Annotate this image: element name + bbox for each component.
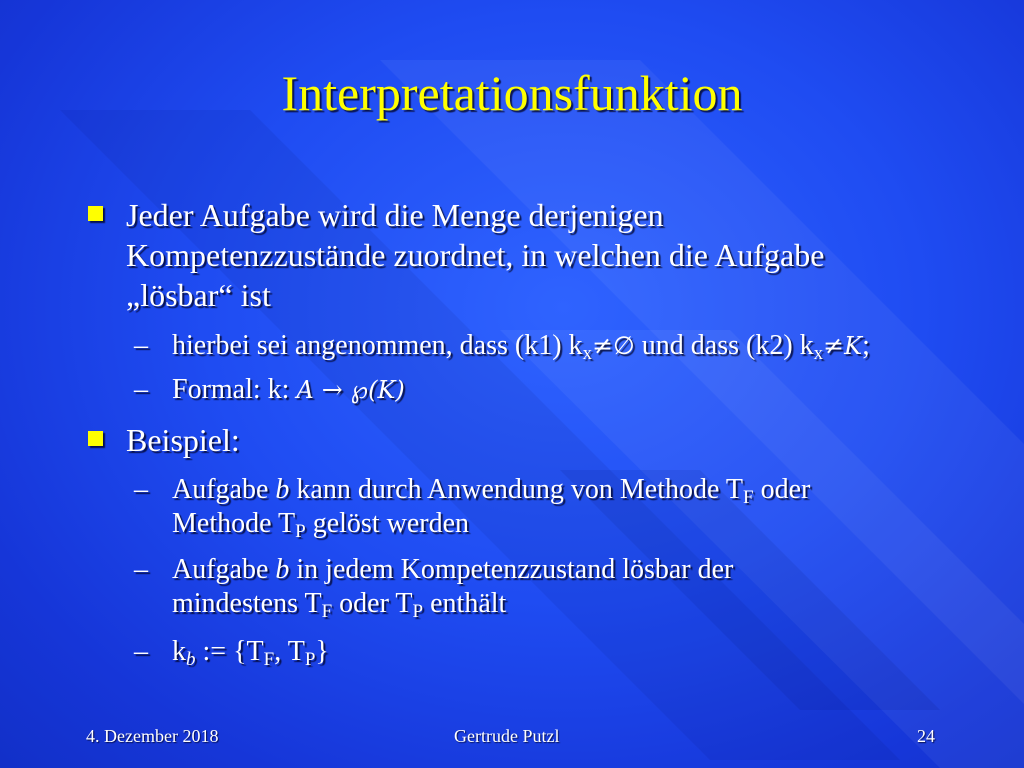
sub-bullet-text: Formal: k: A → ℘(K) xyxy=(172,374,405,405)
sub-bullet-example-2 xyxy=(134,553,1014,621)
bullet-text-line: Jeder Aufgabe wird die Menge derjenigen xyxy=(126,197,664,233)
square-bullet-icon xyxy=(88,206,103,221)
dash-bullet-icon: – xyxy=(134,330,148,361)
bullet-definition xyxy=(88,195,1008,315)
footer-date: 4. Dezember 2018 xyxy=(86,726,219,746)
sub-bullet-example-1 xyxy=(134,473,1014,541)
bullet-example xyxy=(88,420,1008,460)
slide-title: Interpretationsfunktion xyxy=(281,65,743,121)
sub-bullet-text: Methode $T_P$ gelöst werden xyxy=(172,508,470,542)
bullet-text-line: „lösbar“ ist xyxy=(126,277,271,313)
sub-bullet-text: mindestens $T_F$ oder $T_P$ enthält xyxy=(172,588,507,622)
bullet-text-line: Beispiel: xyxy=(126,422,240,458)
sub-bullet-text: $k_b$ := {$T_F$, $T_P$} xyxy=(172,636,329,670)
sub-bullet-text: Aufgabe b kann durch Anwendung von Methode $T_F$ oder xyxy=(172,474,811,508)
sub-bullet-assumption xyxy=(134,329,1014,363)
dash-bullet-icon: – xyxy=(134,474,148,505)
dash-bullet-icon: – xyxy=(134,374,148,405)
bullet-text-line: Kompetenzzustände zuordnet, in welchen die Aufgabe xyxy=(126,237,825,273)
footer-author: Gertrude Putzl xyxy=(454,726,560,746)
sub-bullet-example-3 xyxy=(134,635,1014,669)
square-bullet-icon xyxy=(88,431,103,446)
sub-bullet-text: hierbei sei angenommen, dass (k1) $k_x\ne\emptyset$ und dass (k2) $k_x\ne K$; xyxy=(172,330,870,364)
dash-bullet-icon: – xyxy=(134,554,148,585)
footer-page-number: 24 xyxy=(917,726,935,746)
sub-bullet-formal xyxy=(134,373,1014,407)
dash-bullet-icon: – xyxy=(134,636,148,667)
sub-bullet-text: Aufgabe b in jedem Kompetenzzustand lösbar der xyxy=(172,554,734,585)
